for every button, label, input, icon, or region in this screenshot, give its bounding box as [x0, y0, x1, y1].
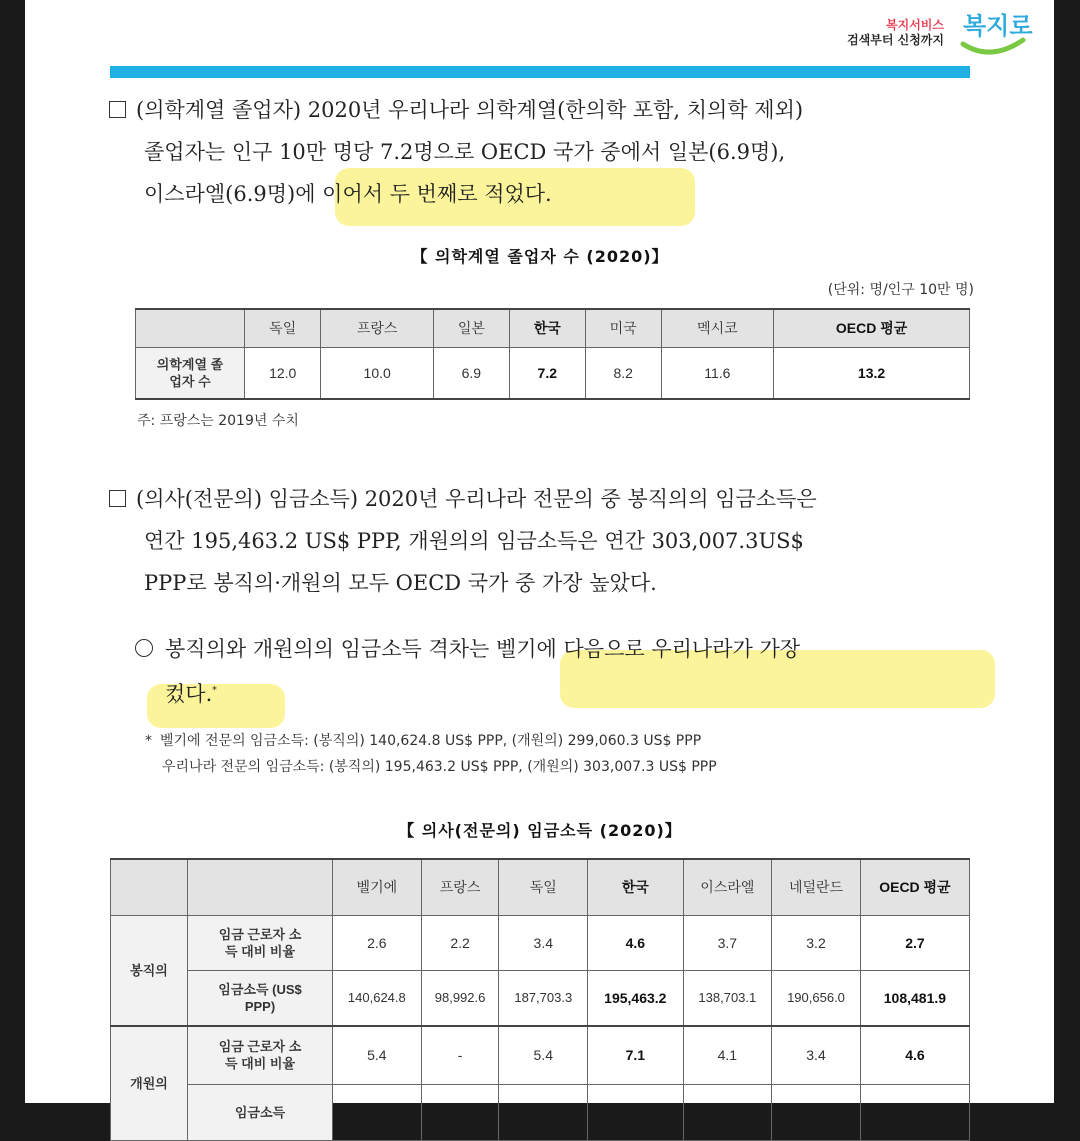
group-label: 개원의 — [111, 1026, 188, 1140]
table-cell: 5.4 — [333, 1026, 422, 1084]
brand-tagline — [847, 18, 944, 48]
section1-line1: (의학계열 졸업자) 2020년 우리나라 의학계열(한의학 포함, 치의학 제외) — [136, 98, 804, 122]
logo-text: 복지로 — [963, 12, 1033, 40]
row-label: 의학계열 졸업자 수 — [136, 347, 245, 399]
table-cell: 2.6 — [333, 915, 422, 970]
table-cell: 140,624.8 — [333, 970, 422, 1026]
header-cell: 미국 — [585, 309, 661, 347]
table-cell: 98,992.6 — [421, 970, 499, 1026]
footnote-block: * 벨기에 전문의 임금소득: (봉직의) 140,624.8 US$ PPP, (개원의) 299,060.3 US$ PPP 우리나라 전문의 임금소득: (봉직의) 195,463.2 US$ PPP, (개원의) 303,007.3 US$ PPP — [145, 728, 717, 780]
table-row — [111, 1026, 970, 1084]
header-cell: 멕시코 — [661, 309, 773, 347]
table-cell: 7.2 — [509, 347, 585, 399]
subpoint-line1: 봉직의와 개원의의 임금소득 격차는 벨기에 다음으로 우리나라가 가장 — [165, 637, 801, 661]
row-label: 임금소득 — [188, 1084, 333, 1140]
table-cell: 8.2 — [585, 347, 661, 399]
table1-note: 주: 프랑스는 2019년 수치 — [137, 413, 299, 429]
table-cell: 3.4 — [499, 915, 588, 970]
table-row — [111, 970, 970, 1026]
header-cell: 프랑스 — [421, 859, 499, 915]
table1-caption: 【 의학계열 졸업자 수 (2020)】 — [411, 247, 669, 266]
circle-bullet-icon — [135, 639, 153, 657]
header-cell: 일본 — [433, 309, 509, 347]
row-label: 임금 근로자 소득 대비 비율 — [188, 915, 333, 970]
table-cell: - — [421, 1026, 499, 1084]
header-cell: 독일 — [499, 859, 588, 915]
header-bar — [110, 66, 970, 78]
header-cell: 프랑스 — [321, 309, 433, 347]
document-page — [25, 0, 1054, 1120]
table-header-row — [136, 309, 970, 347]
brand-line1: 복지서비스 — [886, 18, 944, 32]
table-cell: 5.4 — [499, 1026, 588, 1084]
header-cell: 이스라엘 — [683, 859, 772, 915]
graduates-table — [135, 308, 970, 400]
header-cell: 한국 — [509, 309, 585, 347]
table-cell: 3.7 — [683, 915, 772, 970]
section2-subpoint: 봉직의와 개원의의 임금소득 격차는 벨기에 다음으로 우리나라가 가장 컸다.* — [135, 628, 800, 715]
table-cell: 7.1 — [588, 1026, 683, 1084]
table-row — [111, 915, 970, 970]
square-bullet-icon — [109, 101, 126, 118]
section1-paragraph — [109, 89, 803, 215]
row-label: 임금소득 (US$ PPP) — [188, 970, 333, 1026]
income-table — [110, 858, 970, 1141]
section2-paragraph — [109, 478, 817, 604]
table-cell: 4.6 — [860, 1026, 969, 1084]
table2-caption: 【 의사(전문의) 임금소득 (2020)】 — [398, 821, 682, 840]
subpoint-line2: 컸다. — [165, 682, 213, 706]
table-row — [136, 347, 970, 399]
table-cell: 11.6 — [661, 347, 773, 399]
table-cell: 108,481.9 — [860, 970, 969, 1026]
section2-line1: (의사(전문의) 임금소득) 2020년 우리나라 전문의 중 봉직의의 임금소득은 — [136, 487, 817, 511]
table-cell: 13.2 — [774, 347, 970, 399]
section1-line3: 이스라엘(6.9명)에 이어서 두 번째로 적었다. — [144, 182, 552, 206]
table-cell: 138,703.1 — [683, 970, 772, 1026]
table-cell: 3.2 — [772, 915, 861, 970]
header-cell: 한국 — [588, 859, 683, 915]
section2-line3: PPP로 봉직의·개원의 모두 OECD 국가 중 가장 높았다. — [144, 571, 657, 595]
table-cell: 187,703.3 — [499, 970, 588, 1026]
table-header-row — [111, 859, 970, 915]
table-cell: 3.4 — [772, 1026, 861, 1084]
table-cell: 2.2 — [421, 915, 499, 970]
table-cell: 4.6 — [588, 915, 683, 970]
header-cell: OECD 평균 — [774, 309, 970, 347]
section1-line2: 졸업자는 인구 10만 명당 7.2명으로 OECD 국가 중에서 일본(6.9명), — [144, 140, 786, 164]
square-bullet-icon — [109, 490, 126, 507]
row-label: 임금 근로자 소득 대비 비율 — [188, 1026, 333, 1084]
header-cell: 네덜란드 — [772, 859, 861, 915]
header-cell: OECD 평균 — [860, 859, 969, 915]
header-cell: 독일 — [245, 309, 321, 347]
table-cell: 6.9 — [433, 347, 509, 399]
footnote-line1: 벨기에 전문의 임금소득: (봉직의) 140,624.8 US$ PPP, (개원의) 299,060.3 US$ PPP — [160, 733, 702, 749]
bokjiro-logo — [957, 4, 1033, 62]
table-cell: 195,463.2 — [588, 970, 683, 1026]
table-cell: 10.0 — [321, 347, 433, 399]
brand-line2: 검색부터 신청까지 — [847, 33, 944, 47]
table-cell: 12.0 — [245, 347, 321, 399]
section2-line2: 연간 195,463.2 US$ PPP, 개원의의 임금소득은 연간 303,007.3US$ — [144, 529, 804, 553]
header-cell: 벨기에 — [333, 859, 422, 915]
group-label: 봉직의 — [111, 915, 188, 1026]
table-cell: 2.7 — [860, 915, 969, 970]
footnote-line2: 우리나라 전문의 임금소득: (봉직의) 195,463.2 US$ PPP, (개원의) 303,007.3 US$ PPP — [162, 759, 717, 775]
table-cell: 190,656.0 — [772, 970, 861, 1026]
table-cell: 4.1 — [683, 1026, 772, 1084]
table1-unit: (단위: 명/인구 10만 명) — [827, 282, 974, 298]
table-row — [111, 1084, 970, 1140]
